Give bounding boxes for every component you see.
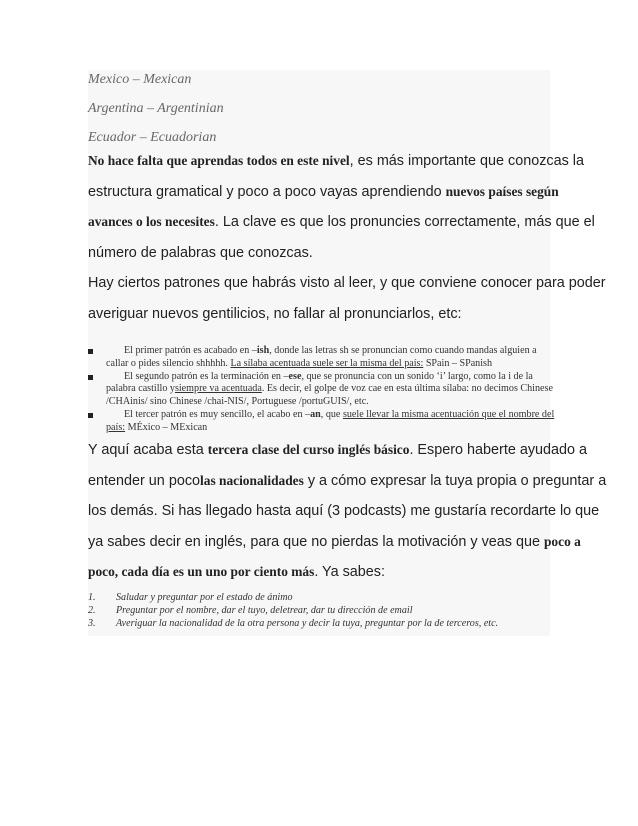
conclusion-line-4: ya sabes decir en inglés, para que no pierdas la motivación y veas que poco a xyxy=(88,533,581,550)
list-item: El segundo patrón es la terminación en –ese, que se pronuncia con un sonido ‘i’ largo, como la i de la palabra castillo ysiempre va acentuada. Es decir, el golpe de voz cae en esta última sílaba: no decimos Chinese /CHAinis/ sino Chinese /chai-NIS/, Portuguese /portuGUIS/, etc. xyxy=(88,371,558,409)
conclusion-line-3: los demás. Si has llegado hasta aquí (3 podcasts) me gustaría recordarte lo que xyxy=(88,503,600,519)
conclusion-line-2: entender un pocolas nacionalidades y a cómo expresar la tuya propia o preguntar a xyxy=(88,472,607,489)
bullet-icon xyxy=(88,413,93,418)
intro-line-2: estructura gramatical y poco a poco vayas aprendiendo nuevos países según xyxy=(88,183,559,200)
intro-line-3: avances o los necesites. La clave es que los pronuncies correctamente, más que el xyxy=(88,214,595,230)
country-line-mexico: Mexico – Mexican xyxy=(88,72,192,87)
numbered-list xyxy=(88,591,558,631)
paragraph-intro xyxy=(88,146,595,268)
conclusion-line-1: Y aquí acaba esta tercera clase del curso inglés básico. Espero haberte ayudado a xyxy=(88,442,588,458)
country-line-argentina: Argentina – Argentinian xyxy=(88,101,224,116)
list-item: El tercer patrón es muy sencillo, el acabo en –an, que suele llevar la misma acentuación que el nombre del país: MÉxico – MExican xyxy=(88,409,558,435)
list-item: 2. Preguntar por el nombre, dar el tuyo, deletrear, dar tu dirección de email xyxy=(88,605,413,617)
list-item: 1. Saludar y preguntar por el estado de ánimo xyxy=(88,592,293,603)
list-item: El primer patrón es acabado en –ish, donde las letras sh se pronuncian como cuando mandas alguien a callar o pides silencio shhhhh. La sílaba acentuada suele ser la misma del país: SPain – SPanish xyxy=(88,345,558,371)
list-item: 3. Averiguar la nacionalidad de la otra persona y decir la tuya, preguntar por la de terceros, etc. xyxy=(88,618,499,630)
bullet-icon xyxy=(88,349,93,354)
patterns-bullet-list xyxy=(88,345,558,435)
paragraph-conclusion xyxy=(88,435,607,588)
intro-line-4: número de palabras que conozcas. xyxy=(88,244,313,261)
conclusion-line-5: poco, cada día es un uno por ciento más. Ya sabes: xyxy=(88,564,385,580)
bullet-icon xyxy=(88,375,93,380)
country-line-ecuador: Ecuador – Ecuadorian xyxy=(88,130,217,145)
patterns-line-2: averiguar nuevos gentilicios, no fallar al pronunciarlos, etc: xyxy=(88,305,462,322)
patterns-line-1: Hay ciertos patrones que habrás visto al leer, y que conviene conocer para poder xyxy=(88,275,606,291)
intro-line-1: No hace falta que aprendas todos en este nivel, es más importante que conozcas la xyxy=(88,153,584,169)
paragraph-patterns xyxy=(88,268,606,329)
